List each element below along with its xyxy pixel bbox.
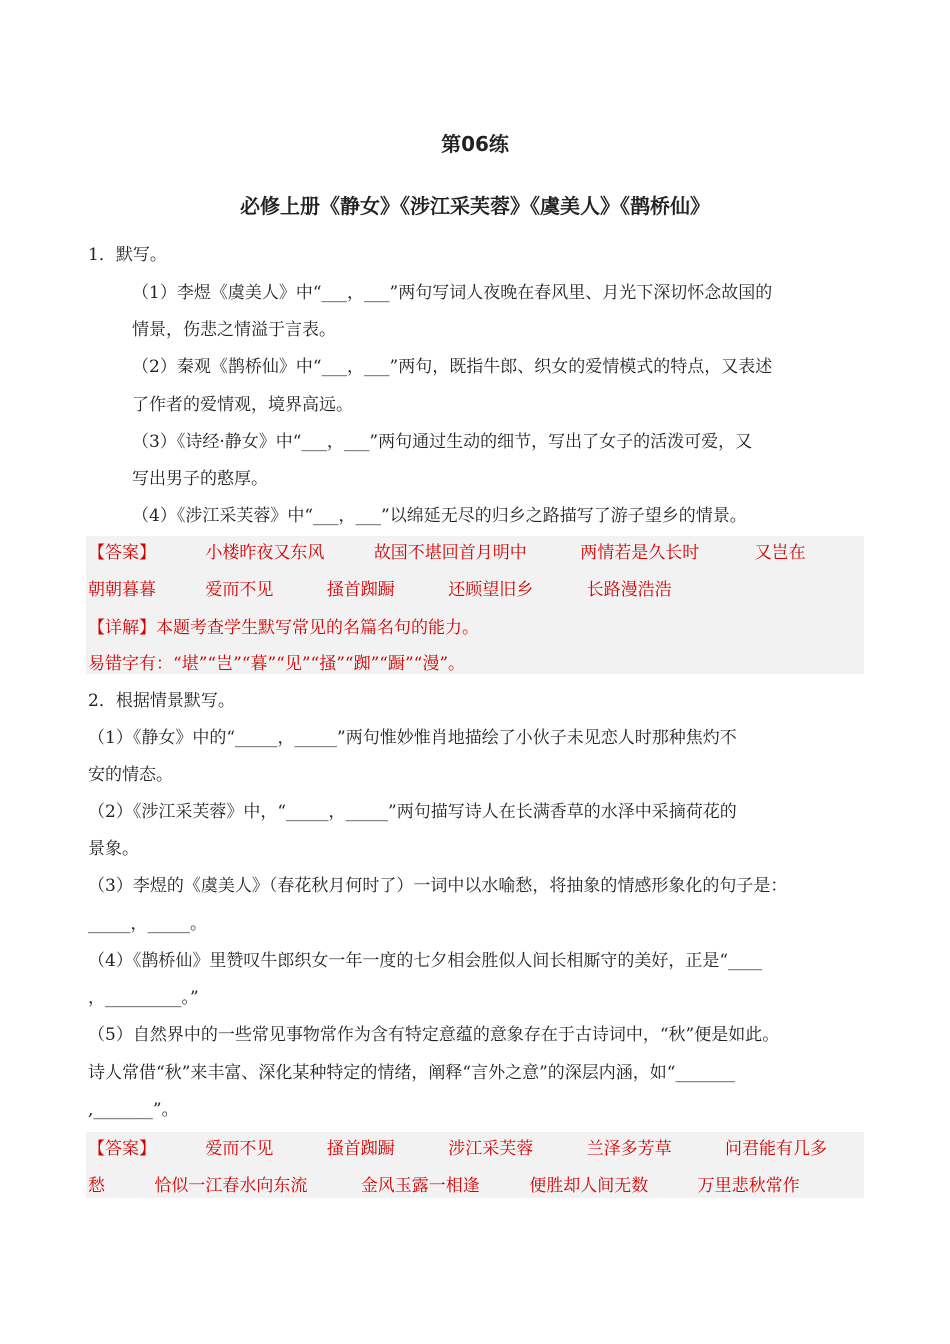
q2-item3-line2: _____，_____。 bbox=[88, 914, 207, 934]
q1-item3-line2: 写出男子的憨厚。 bbox=[132, 469, 268, 489]
q1-item4: （4）《涉江采芙蓉》中“___，___”以绵延无尽的归乡之路描写了游子望乡的情景。 bbox=[132, 506, 747, 526]
q1-item1-line2: 情景，伤悲之情溢于言表。 bbox=[132, 320, 336, 340]
q2-item2-line2: 景象。 bbox=[88, 839, 139, 859]
answer-item: 朝朝暮暮 bbox=[88, 580, 156, 600]
page-title: 第06练 bbox=[441, 132, 509, 156]
q1-item1-line1: （1）李煜《虞美人》中“___，___”两句写词人夜晚在春风里、月光下深切怀念故国的 bbox=[132, 283, 773, 303]
q1-stem: 1．默写。 bbox=[88, 245, 167, 265]
q2-item5-line1: （5）自然界中的一些常见事物常作为含有特定意蕴的意象存在于古诗词中，“秋”便是如此。 bbox=[88, 1025, 780, 1045]
q2-item4-line2: ，_________。” bbox=[88, 988, 199, 1008]
q2-answer-row1 bbox=[88, 1137, 827, 1161]
q1-item2-line2: 了作者的爱情观，境界高远。 bbox=[132, 395, 353, 415]
q2-item5-line2: 诗人常借“秋”来丰富、深化某种特定的情绪，阐释“言外之意”的深层内涵，如“_______ bbox=[88, 1063, 735, 1083]
answer-item: 便胜却人间无数 bbox=[529, 1176, 649, 1196]
answer-label: 【答案】 bbox=[88, 1139, 156, 1159]
answer-item: 兰泽多芳草 bbox=[586, 1139, 672, 1159]
answer-item: 万里悲秋常作 bbox=[697, 1176, 800, 1196]
q2-item2-line1: （2）《涉江采芙蓉》中，“_____，_____”两句描写诗人在长满香草的水泽中采摘荷花的 bbox=[88, 802, 737, 822]
answer-item: 小楼昨夜又东风 bbox=[205, 543, 325, 563]
answer-item: 两情若是久长时 bbox=[580, 543, 700, 563]
q1-answer-row2 bbox=[88, 578, 672, 602]
answer-item: 愁 bbox=[88, 1176, 105, 1196]
q2-item3-line1: （3）李煜的《虞美人》（春花秋月何时了）一词中以水喻愁，将抽象的情感形象化的句子是： bbox=[88, 876, 788, 896]
answer-label: 【答案】 bbox=[88, 543, 156, 563]
answer-item: 恰似一江春水向东流 bbox=[154, 1176, 308, 1196]
answer-item: 还顾望旧乡 bbox=[448, 580, 534, 600]
q1-item2-line1: （2）秦观《鹊桥仙》中“___，___”两句，既指牛郎、织女的爱情模式的特点，又表述 bbox=[132, 357, 773, 377]
answer-item: 又岂在 bbox=[754, 543, 806, 563]
q2-item1-line2: 安的情态。 bbox=[88, 765, 173, 785]
q1-detail bbox=[88, 616, 479, 640]
q2-item4-line1: （4）《鹊桥仙》里赞叹牛郎织女一年一度的七夕相会胜似人间长相厮守的美好，正是“____ bbox=[88, 951, 763, 971]
q1-item3-line1: （3）《诗经·静女》中“___，___”两句通过生动的细节，写出了女子的活泼可爱，又 bbox=[132, 432, 753, 452]
q2-answer-row2 bbox=[88, 1174, 800, 1198]
answer-item: 长路漫浩浩 bbox=[586, 580, 672, 600]
answer-item: 搔首踟蹰 bbox=[326, 1139, 395, 1159]
q1-answer-row1 bbox=[88, 541, 806, 565]
q1-errors: 易错字有：“堪”“岂”“暮”“见”“搔”“踟”“蹰”“漫”。 bbox=[88, 654, 466, 674]
detail-text: 本题考查学生默写常见的名篇名句的能力。 bbox=[156, 618, 479, 638]
answer-item: 涉江采芙蓉 bbox=[448, 1139, 534, 1159]
q2-stem: 2．根据情景默写。 bbox=[88, 691, 235, 711]
q2-item1-line1: （1）《静女》中的“_____，_____”两句惟妙惟肖地描绘了小伙子未见恋人时那种焦灼不 bbox=[88, 728, 737, 748]
answer-item: 金风玉露一相逢 bbox=[360, 1176, 480, 1196]
page-subtitle: 必修上册《静女》《涉江采芙蓉》《虞美人》《鹊桥仙》 bbox=[240, 194, 710, 218]
detail-label: 【详解】 bbox=[88, 618, 156, 638]
answer-item: 爱而不见 bbox=[205, 1139, 274, 1159]
answer-item: 搔首踟蹰 bbox=[326, 580, 395, 600]
answer-item: 问君能有几多 bbox=[725, 1139, 828, 1159]
answer-item: 故国不堪回首月明中 bbox=[373, 543, 527, 563]
q2-item5-line3: ,_______”。 bbox=[88, 1100, 179, 1120]
answer-item: 爱而不见 bbox=[205, 580, 274, 600]
